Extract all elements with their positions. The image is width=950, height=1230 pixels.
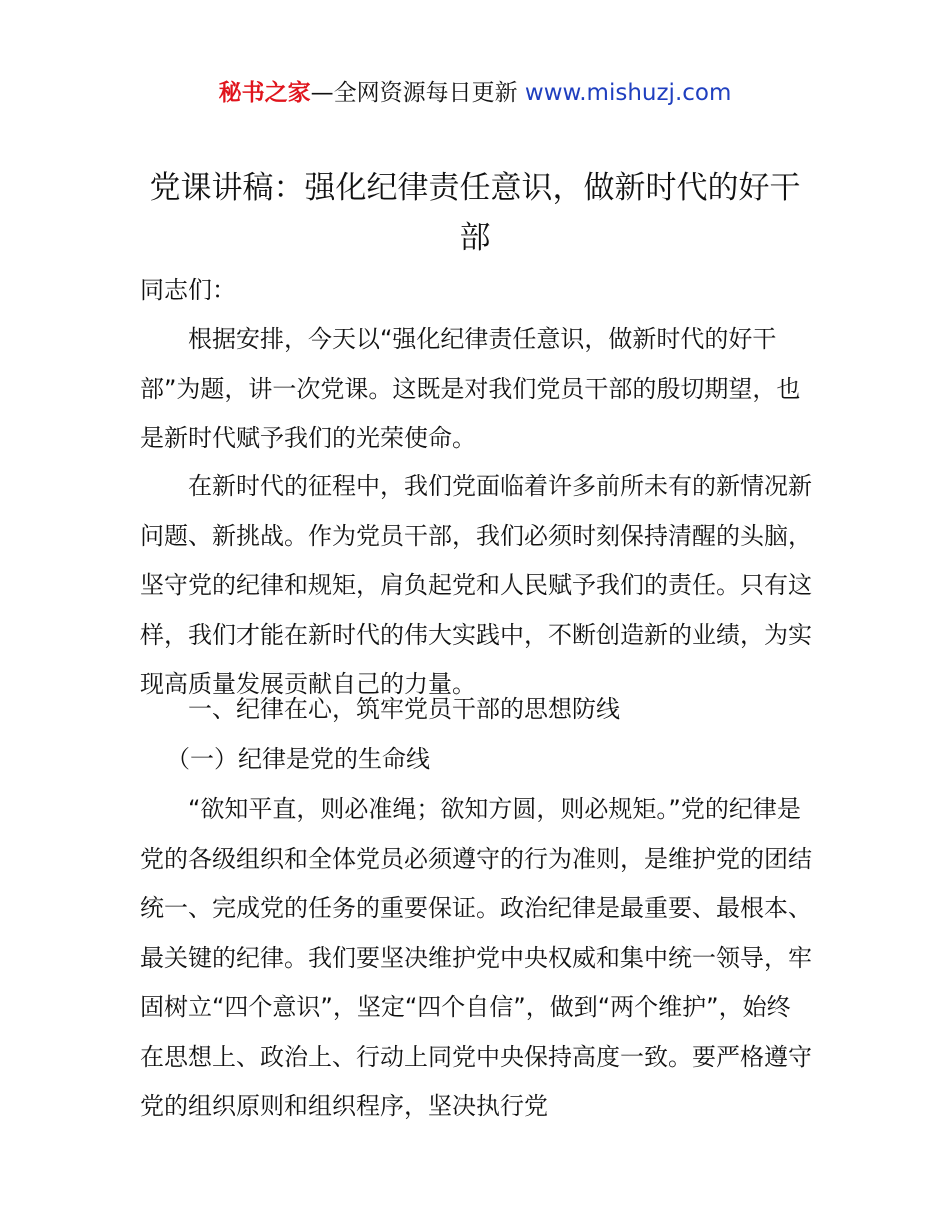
section-heading: 一、纪律在心，筑牢党员干部的思想防线 bbox=[188, 695, 620, 723]
site-brand: 秘书之家 bbox=[218, 80, 311, 106]
salutation: 同志们： bbox=[140, 276, 236, 304]
site-url-link[interactable]: www.mishuzj.com bbox=[524, 80, 732, 106]
subsection-heading: （一）纪律是党的生命线 bbox=[166, 745, 430, 773]
paragraph-intro: 根据安排，今天以“强化纪律责任意识，做新时代的好干部”为题，讲一次党课。这既是对我们党员干部的殷切期望，也是新时代赋予我们的光荣使命。 bbox=[140, 325, 801, 452]
paragraph-discipline: “欲知平直，则必准绳；欲知方圆，则必规矩。”党的纪律是党的各级组织和全体党员必须遵守的行为准则，是维护党的团结统一、完成党的任务的重要保证。政治纪律是最重要、最根本、最关键的纪律。我们要坚决维护党中央权威和集中统一领导，牢固树立“四个意识”，坚定“四个自信”，做到“两个维护”，始终在思想上、政治上、行动上同党中央保持高度一致。要严格遵守党的组织原则和组织程序，坚决执行党 bbox=[140, 795, 812, 1120]
site-tagline: —全网资源每日更新 bbox=[310, 80, 525, 106]
document-title: 党课讲稿：强化纪律责任意识，做新时代的好干部 bbox=[149, 170, 801, 256]
site-header bbox=[0, 76, 950, 110]
paragraph-context: 在新时代的征程中，我们党面临着许多前所未有的新情况新问题、新挑战。作为党员干部，我们必须时刻保持清醒的头脑，坚守党的纪律和规矩，肩负起党和人民赋予我们的责任。只有这样，我们才能在新时代的伟大实践中，不断创造新的业绩，为实现高质量发展贡献自己的力量。 bbox=[140, 472, 812, 698]
